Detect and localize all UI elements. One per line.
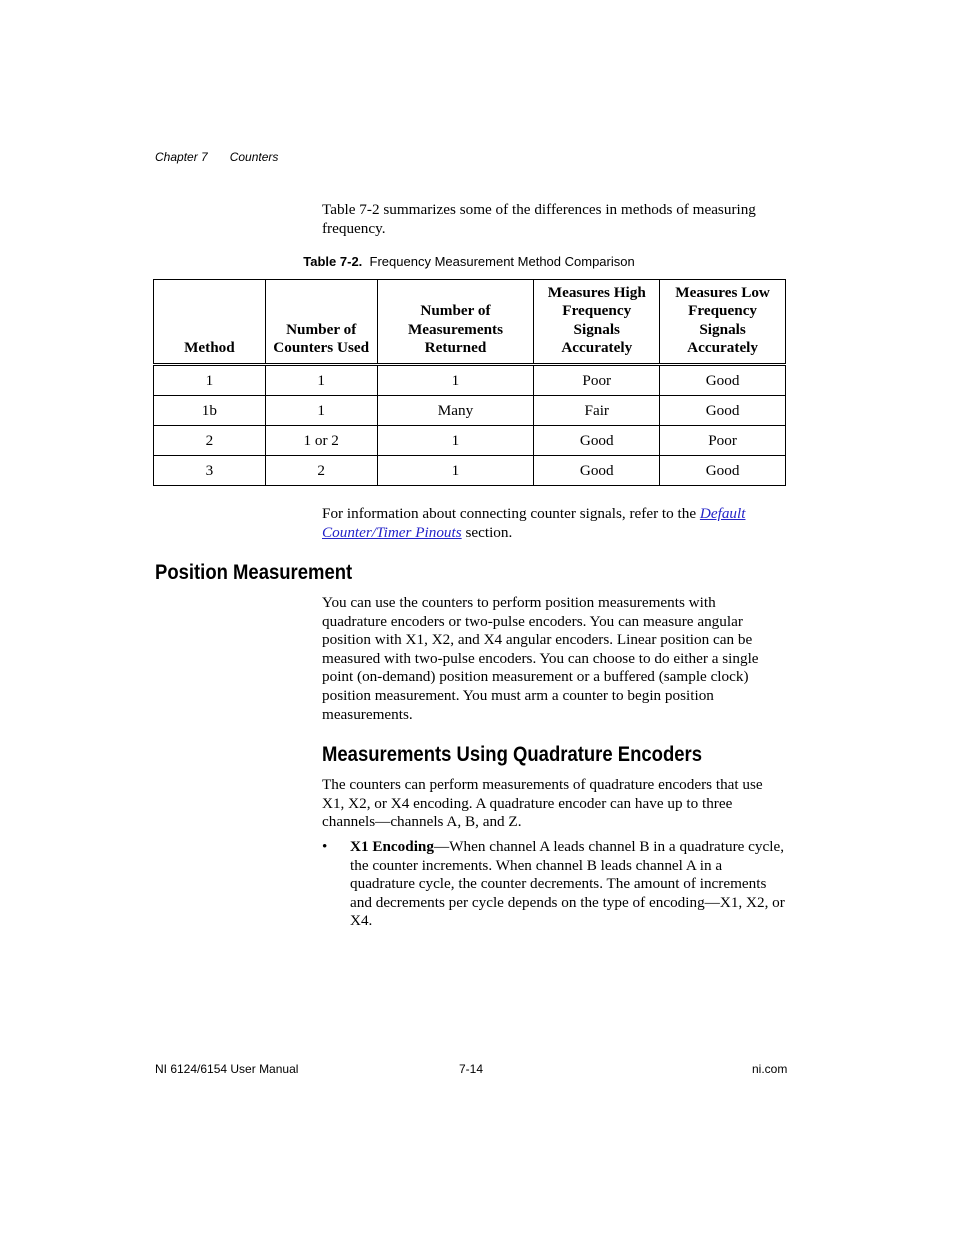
table-cell: 1 (377, 426, 534, 456)
footer-manual-title: NI 6124/6154 User Manual (155, 1062, 299, 1076)
x1-encoding-item (350, 838, 786, 931)
info-suffix: section. (461, 523, 513, 541)
table-header-row (154, 280, 786, 365)
column-header-counters-used: Number of Counters Used (265, 280, 377, 365)
table-cell: Good (660, 456, 786, 486)
table-caption (0, 254, 938, 269)
pinouts-link[interactable]: Default Counter/Timer Pinouts (322, 505, 746, 541)
footer-website: ni.com (752, 1062, 788, 1076)
column-header-method: Method (154, 280, 266, 365)
position-paragraph: You can use the counters to perform position measurements with quadrature encoders or two-pulse encoders. You can measure angular position with X1, X2, and X4 angular encoders. Linear position can be measured with two-pulse encoders. You can choose to do either a single point (on-demand) position measurement or a buffered (sample clock) position measurement. You must arm a counter to begin position measurements. (322, 594, 759, 723)
bullet-marker: • (322, 838, 328, 855)
table-row (154, 426, 786, 456)
table-cell: 1 (377, 365, 534, 396)
table-cell: Poor (534, 365, 660, 396)
frequency-comparison-table (153, 279, 786, 486)
table-cell: 3 (154, 456, 266, 486)
table-row (154, 365, 786, 396)
table-cell: 1 (377, 456, 534, 486)
table-cell: Fair (534, 396, 660, 426)
table-row (154, 396, 786, 426)
info-paragraph (322, 505, 772, 542)
intro-paragraph: Table 7-2 summarizes some of the differences in methods of measuring frequency. (322, 201, 756, 237)
table-cell: 1 (154, 365, 266, 396)
header-chapter: Chapter 7 (155, 150, 208, 164)
table-cell: Good (660, 365, 786, 396)
column-header-measurements-returned: Number of Measurements Returned (377, 280, 534, 365)
table-caption-label: Table 7-2. (303, 254, 363, 269)
table-cell: Poor (660, 426, 786, 456)
table-cell: 1 (265, 365, 377, 396)
info-prefix: For information about connecting counter signals, refer to the (322, 505, 700, 522)
x1-encoding-term: X1 Encoding (350, 838, 434, 855)
table-cell: Good (534, 426, 660, 456)
x1-encoding-description: —When channel A leads channel B in a quadrature cycle, the counter increments. When channel B leads channel A in a quadrature cycle, the counter decrements. The amount of increments and decrements per cycle depends on the type of encoding—X1, X2, or X4. (350, 838, 785, 930)
header-section: Counters (229, 150, 279, 164)
table-cell: 1b (154, 396, 266, 426)
table-cell: Good (660, 396, 786, 426)
quadrature-encoders-heading: Measurements Using Quadrature Encoders (322, 743, 702, 766)
table-caption-title: Frequency Measurement Method Comparison (369, 254, 635, 269)
column-header-high-frequency: Measures High Frequency Signals Accurately (534, 280, 660, 365)
table-cell: Many (377, 396, 534, 426)
quadrature-paragraph: The counters can perform measurements of quadrature encoders that use X1, X2, or X4 encoding. A quadrature encoder can have up to three channels—channels A, B, and Z. (322, 776, 763, 831)
table-cell: 2 (154, 426, 266, 456)
table-cell: 1 or 2 (265, 426, 377, 456)
table-cell: Good (534, 456, 660, 486)
column-header-low-frequency: Measures Low Frequency Signals Accurately (660, 280, 786, 365)
position-heading-wrap (155, 561, 379, 585)
footer-page-number: 7-14 (459, 1062, 484, 1076)
position-measurement-heading: Position Measurement (155, 561, 353, 584)
table-cell: 2 (265, 456, 377, 486)
table-cell: 1 (265, 396, 377, 426)
running-header (155, 150, 278, 164)
table-row (154, 456, 786, 486)
quadrature-heading-wrap (322, 743, 754, 767)
